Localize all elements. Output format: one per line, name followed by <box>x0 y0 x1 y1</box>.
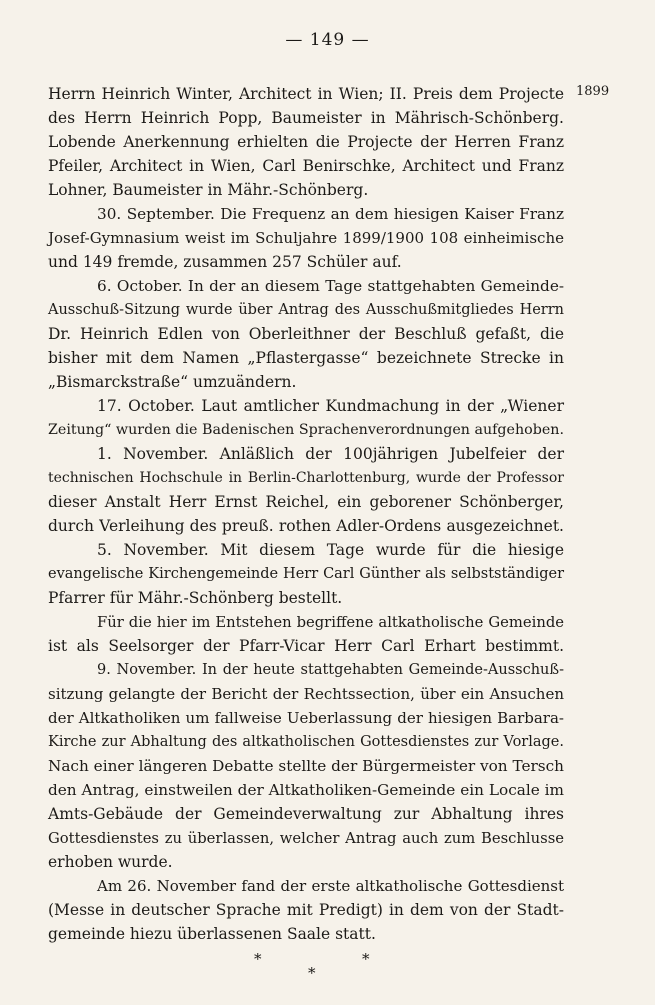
text-line: Pfeiler, Architect in Wien, Carl Benirschke, Architect und Franz <box>48 157 564 175</box>
text-line: 30. September. Die Frequenz an dem hiesigen Kaiser Franz <box>97 205 564 223</box>
page-number: — 149 — <box>285 30 370 50</box>
text-line: 5. November. Mit diesem Tage wurde für die hiesige <box>97 541 564 559</box>
text-line: Zeitung“ wurden die Badenischen Sprachenverordnungen aufgehoben. <box>48 422 564 438</box>
text-line: (Messe in deutscher Sprache mit Predigt) in dem von der Stadt- <box>48 901 564 919</box>
divider-star: * <box>308 964 316 982</box>
text-line: bisher mit dem Namen „Pflastergasse“ bezeichnete Strecke in <box>48 349 564 367</box>
text-line: der Altkatholiken um fallweise Ueberlassung der hiesigen Barbara- <box>48 709 564 727</box>
text-line: Am 26. November fand der erste altkatholische Gottesdienst <box>97 877 564 895</box>
text-line: evangelische Kirchengemeinde Herr Carl Günther als selbstständiger <box>48 566 564 582</box>
text-line: ist als Seelsorger der Pfarr-Vicar Herr Carl Erhart bestimmt. <box>48 637 564 655</box>
text-line: dieser Anstalt Herr Ernst Reichel, ein geborener Schönberger, <box>48 493 564 511</box>
text-line: Amts-Gebäude der Gemeindeverwaltung zur Abhaltung ihres <box>48 805 564 823</box>
text-line: Dr. Heinrich Edlen von Oberleithner der Beschluß gefaßt, die <box>48 325 564 343</box>
margin-year-note: 1899 <box>576 84 610 99</box>
text-line: gemeinde hiezu überlassenen Saale statt. <box>48 925 376 943</box>
text-line: den Antrag, einstweilen der Altkatholiken-Gemeinde ein Locale im <box>48 781 564 799</box>
text-line: Lobende Anerkennung erhielten die Projecte der Herren Franz <box>48 133 564 151</box>
text-line: Pfarrer für Mähr.-Schönberg bestellt. <box>48 589 343 607</box>
text-line: erhoben wurde. <box>48 853 173 871</box>
text-line: Lohner, Baumeister in Mähr.-Schönberg. <box>48 181 369 199</box>
text-line: Ausschuß-Sitzung wurde über Antrag des Ausschußmitgliedes Herrn <box>48 302 564 318</box>
text-line: durch Verleihung des preuß. rothen Adler-Ordens ausgezeichnet. <box>48 517 564 535</box>
text-line: „Bismarckstraße“ umzuändern. <box>48 373 297 391</box>
text-line: sitzung gelangte der Bericht der Rechtssection, über ein Ansuchen <box>48 685 564 703</box>
text-line: Nach einer längeren Debatte stellte der Bürgermeister von Tersch <box>48 757 564 775</box>
text-line: Für die hier im Entstehen begriffene altkatholische Gemeinde <box>97 614 564 631</box>
text-line: 1. November. Anläßlich der 100jährigen Jubelfeier der <box>97 445 564 463</box>
text-line: 17. October. Laut amtlicher Kundmachung in der „Wiener <box>97 397 564 415</box>
text-line: und 149 fremde, zusammen 257 Schüler auf. <box>48 253 402 271</box>
text-line: technischen Hochschule in Berlin-Charlottenburg, wurde der Professor <box>48 470 564 486</box>
text-line: 9. November. In der heute stattgehabten Gemeinde-Ausschuß- <box>97 662 564 678</box>
text-line: Kirche zur Abhaltung des altkatholischen Gottesdienstes zur Vorlage. <box>48 734 564 750</box>
text-line: Gottesdienstes zu überlassen, welcher Antrag auch zum Beschlusse <box>48 830 564 847</box>
text-line: Herrn Heinrich Winter, Architect in Wien; II. Preis dem Projecte <box>48 85 564 103</box>
divider-star: * <box>362 950 370 968</box>
divider-star: * <box>254 950 262 968</box>
text-line: des Herrn Heinrich Popp, Baumeister in Mährisch-Schönberg. <box>48 109 564 127</box>
text-line: Josef-Gymnasium weist im Schuljahre 1899/1900 108 einheimische <box>48 229 564 247</box>
text-line: 6. October. In der an diesem Tage stattgehabten Gemeinde- <box>97 277 564 295</box>
